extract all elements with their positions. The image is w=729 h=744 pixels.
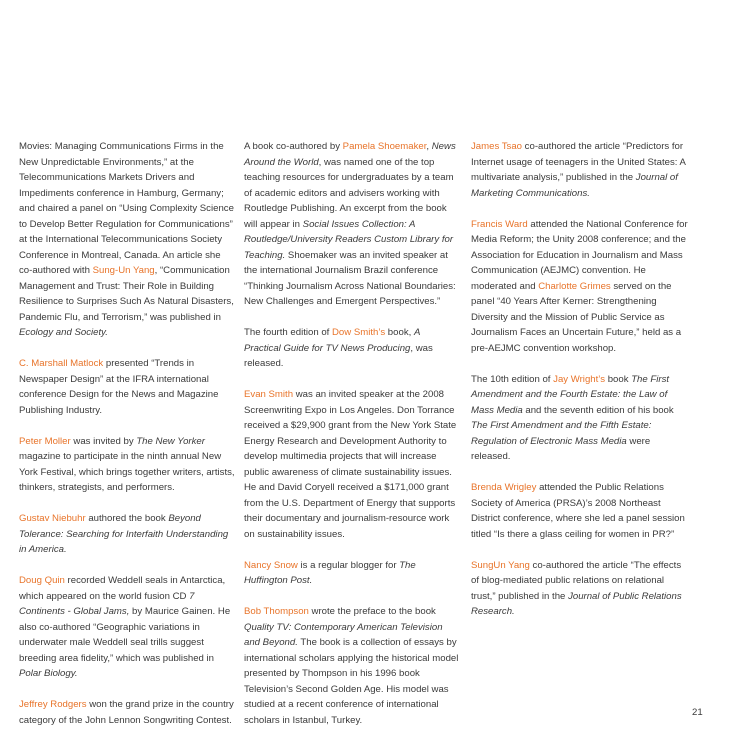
text-run: served on the panel “40 Years After Kerner: Strengthening Diversity and the Mission of Public Service as Journalism Faces an Uncertain Future,” held as a pre-AEJMC convention workshop. bbox=[471, 280, 682, 354]
title-italic: Social Issues Collection: A Routledge/University Readers Custom Library for Teaching. bbox=[244, 218, 454, 261]
text-run: presented “Trends in Newspaper Design” at the IFRA international conference Design for the News and Magazine Publishing Industry. bbox=[19, 358, 219, 416]
text-run: book bbox=[605, 373, 632, 385]
text-run: The 10th edition of bbox=[471, 373, 554, 385]
text-run: was invited by bbox=[70, 435, 137, 447]
text-run: , bbox=[426, 141, 432, 152]
text-run: co-authored the article “Predictors for Internet usage of teenagers in the United States: A multivariate analysis,” published in the bbox=[471, 141, 686, 183]
news-item bbox=[471, 372, 691, 465]
title-italic: Journal of Public Relations Research. bbox=[471, 590, 682, 617]
text-run: , was released. bbox=[244, 342, 433, 369]
person-name: Francis Ward bbox=[471, 218, 528, 230]
text-run: Shoemaker was an invited speaker at the international Journalism Brazil conference “Thinking Journalism Across National Boundaries: New Challenges and Emergent Perspectives.” bbox=[244, 249, 456, 307]
text-run: and the seventh edition of his book bbox=[522, 404, 674, 416]
text-run: co-authored the article “The effects of blog-mediated public relations on relational trust,” published in the bbox=[471, 559, 682, 602]
title-italic: The First Amendment and the Fifth Estate: Regulation of Electronic Mass Media bbox=[471, 420, 652, 447]
text-run: were released. bbox=[471, 435, 651, 462]
text-run: , “Communication Management and Trust: Their Role in Building Resilience to Surprises Such As Natural Disasters, Pandemic Flu, and Terrorism,” was published in bbox=[19, 265, 234, 323]
news-item bbox=[19, 511, 235, 558]
person-name: Jay Wright’s bbox=[553, 373, 606, 385]
news-item bbox=[244, 325, 459, 372]
news-item bbox=[471, 139, 691, 201]
text-run: attended the National Conference for Media Reform; the Unity 2008 conference; and the Association for Education in Journalism and Mass Communication (AEJMC) convention. He moderated and bbox=[471, 218, 688, 292]
person-name: SungUn Yang bbox=[471, 559, 530, 571]
person-name: Bob Thompson bbox=[244, 606, 309, 617]
news-item bbox=[19, 139, 235, 341]
page-number: 21 bbox=[692, 707, 703, 718]
text-column-right bbox=[471, 139, 691, 635]
person-name: Pamela Shoemaker bbox=[342, 141, 427, 152]
title-italic: Quality TV: Contemporary American Television and Beyond. bbox=[244, 621, 443, 648]
text-column-middle bbox=[244, 139, 459, 744]
title-italic: Beyond Tolerance: Searching for Interfaith Understanding in America. bbox=[19, 513, 229, 555]
person-name: Nancy Snow bbox=[244, 559, 298, 571]
news-item bbox=[244, 139, 459, 310]
news-item bbox=[19, 434, 235, 496]
title-italic: News Around the World bbox=[244, 141, 456, 168]
title-italic: The New Yorker bbox=[136, 435, 205, 447]
person-name: Dow Smith’s bbox=[332, 327, 386, 338]
text-run: recorded Weddell seals in Antarctica, which appeared on the world fusion CD bbox=[19, 575, 226, 602]
title-italic: 7 Continents - Global Jams, bbox=[19, 590, 195, 617]
person-name: Sung-Un Yang bbox=[92, 265, 155, 276]
title-italic: Journal of Marketing Communications. bbox=[471, 172, 678, 199]
person-name: Doug Quin bbox=[19, 575, 65, 586]
news-item bbox=[244, 387, 459, 542]
text-run: was an invited speaker at the 2008 Screenwriting Expo in Los Angeles. Don Torrance received a $29,900 grant from the New York State Energy Research and Development Authority to develop multimedia projects that will increase public awareness of climate sustainability issues. He and David Coryell received a $171,000 grant from the U.S. Department of Energy that supports their documentary and journalism-resource work on sustainability issues. bbox=[244, 389, 457, 540]
title-italic: A Practical Guide for TV News Producing bbox=[244, 327, 420, 354]
person-name: James Tsao bbox=[471, 141, 523, 152]
text-column-left bbox=[19, 139, 235, 744]
person-name: Peter Moller bbox=[19, 435, 71, 447]
text-run: by Maurice Gainen. He also co-authored “Geographic variations in underwater male Weddell seal trills suggest breeding area fidelity,” which was published in bbox=[19, 606, 231, 664]
text-run: , was named one of the top teaching resources for undergraduates by a team of academic editors and advisers working with Routledge Publishing. An excerpt from the book will appear in bbox=[244, 156, 454, 230]
text-run: wrote the preface to the book bbox=[308, 606, 436, 617]
title-italic: The First Amendment and the Fourth Estate: the Law of Mass Media bbox=[471, 373, 670, 416]
news-item bbox=[471, 558, 691, 620]
text-run: The book is a collection of essays by international scholars applying the historical model presented by Thompson in his 1996 book Television’s Second Golden Age. His model was studied at a recent conference of international scholars in Istanbul, Turkey. bbox=[244, 637, 459, 726]
person-name: Brenda Wrigley bbox=[471, 482, 537, 493]
text-run: is a regular blogger for bbox=[297, 559, 400, 571]
person-name: Gustav Niebuhr bbox=[19, 513, 86, 524]
news-item bbox=[471, 480, 691, 542]
news-item bbox=[244, 604, 459, 728]
news-item bbox=[244, 558, 459, 589]
person-name: C. Marshall Matlock bbox=[19, 358, 104, 369]
news-item bbox=[471, 217, 691, 357]
news-item bbox=[19, 356, 235, 418]
person-name: Jeffrey Rodgers bbox=[19, 699, 87, 710]
text-run: attended the Public Relations Society of America (PRSA)’s 2008 Northeast District conference, where she led a panel session titled “Is there a glass ceiling for women in PR?” bbox=[471, 482, 685, 540]
news-item bbox=[19, 573, 235, 682]
person-name: Evan Smith bbox=[244, 389, 294, 400]
news-item bbox=[19, 697, 235, 728]
text-run: authored the book bbox=[85, 513, 169, 524]
text-run: A book co-authored by bbox=[244, 141, 343, 152]
title-italic: Polar Biology. bbox=[19, 668, 78, 679]
title-italic: The Huffington Post. bbox=[244, 559, 416, 586]
text-run: Movies: Managing Communications Firms in the New Unpredictable Environments,” at the Telecommunications Markets Drivers and Impediments conference in Hamburg, Germany; and chaired a panel on “Using Complexity Science to Develop Better Regulation for Communications” at the International Telecommunications Society Conference in Montreal, Canada. An article she co-authored with bbox=[19, 141, 234, 276]
person-name: Charlotte Grimes bbox=[538, 280, 611, 292]
text-run: The fourth edition of bbox=[244, 327, 332, 338]
title-italic: Ecology and Society. bbox=[19, 327, 108, 338]
text-run: won the grand prize in the country category of the John Lennon Songwriting Contest. bbox=[19, 699, 234, 726]
text-run: magazine to participate in the ninth annual New York Festival, which brings together writers, artists, thinkers, strategists, and performers. bbox=[19, 451, 235, 493]
text-run: book, bbox=[385, 327, 414, 338]
